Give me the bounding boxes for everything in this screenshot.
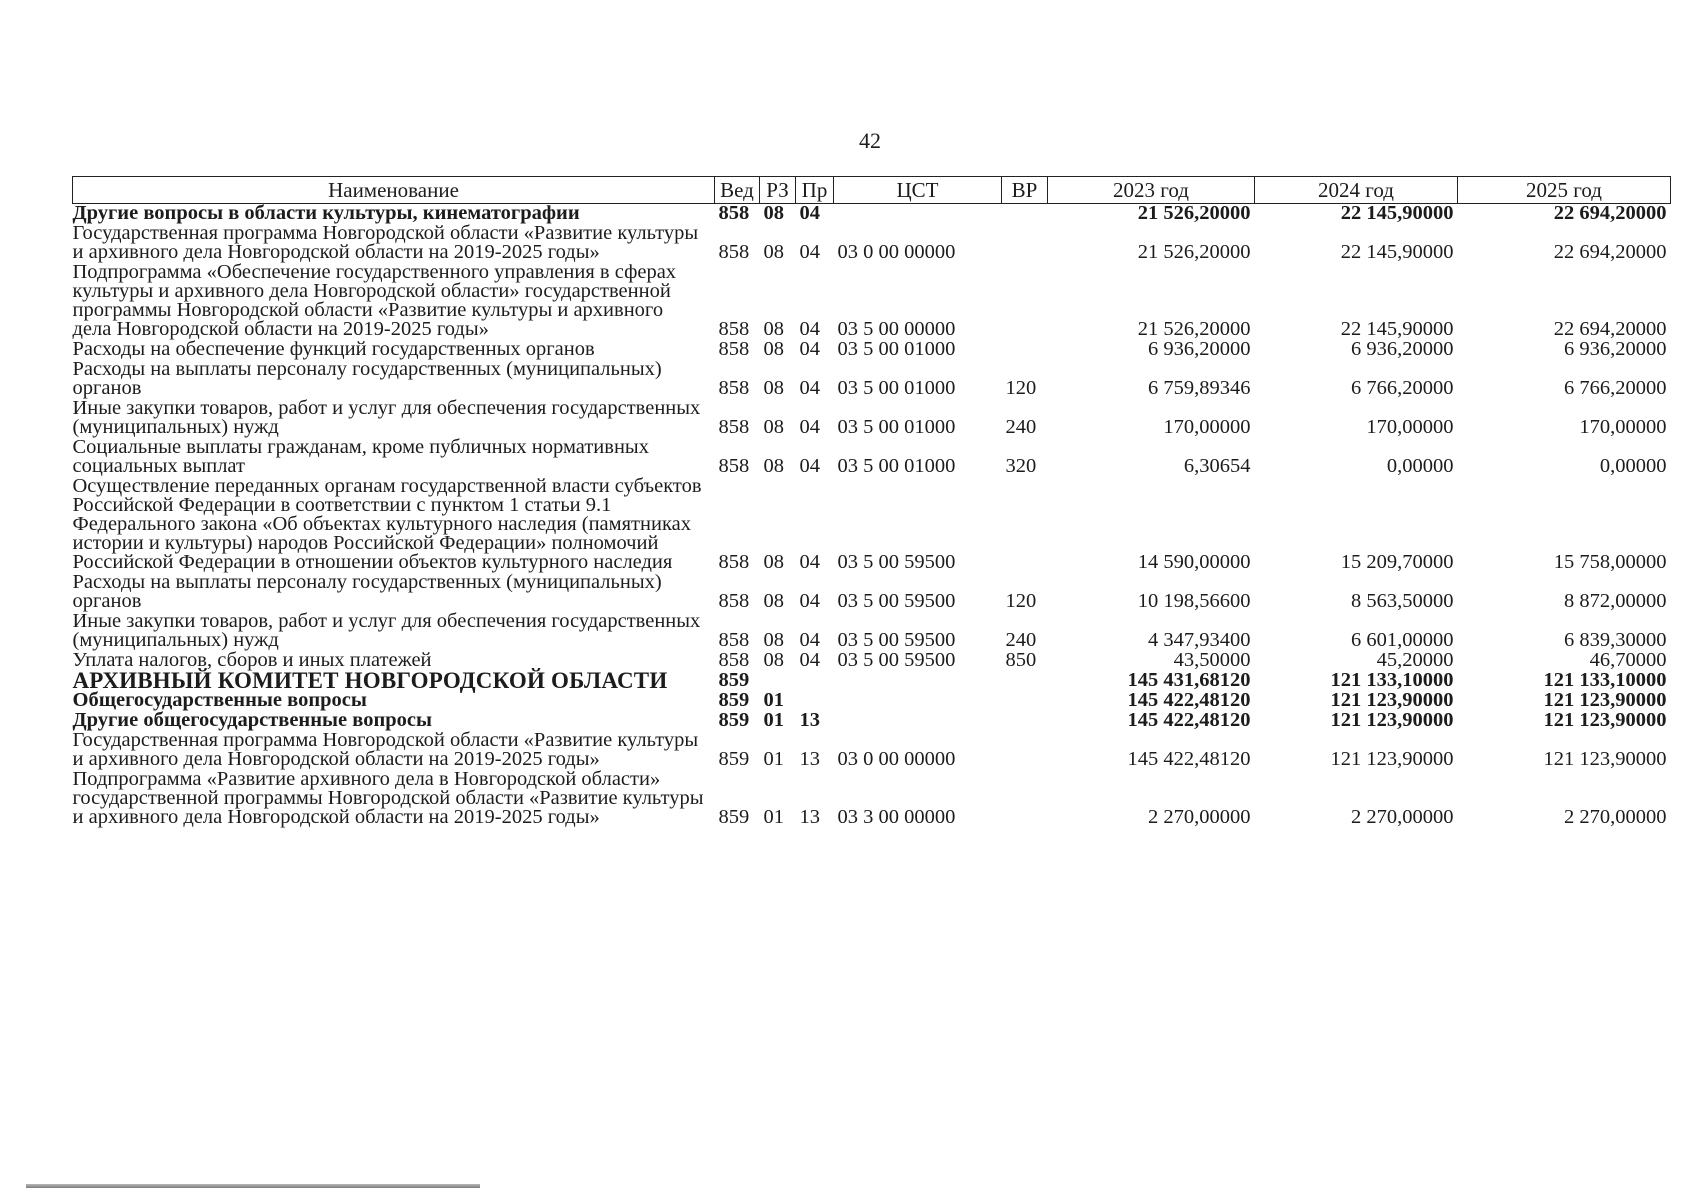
cell-pr: 04 xyxy=(799,318,820,340)
table-row xyxy=(73,770,1671,828)
header-2025: 2025 год xyxy=(1458,177,1671,204)
cell-y2024: 22 145,90000 xyxy=(1340,318,1454,340)
cell-vr xyxy=(1002,204,1048,225)
cell-y2025: 121 133,10000 xyxy=(1543,669,1667,691)
cell-ved: 859 xyxy=(718,669,750,691)
cell-ved: 859 xyxy=(718,806,750,828)
cell-y2023: 145 422,48120 xyxy=(1127,748,1251,770)
cell-y2024: 121 123,90000 xyxy=(1330,689,1454,711)
cell-name: Уплата налогов, сборов и иных платежей xyxy=(72,649,432,671)
cell-y2023: 2 270,00000 xyxy=(1148,806,1251,828)
cell-y2023: 6 759,89346 xyxy=(1148,377,1251,399)
cell-pr xyxy=(796,691,834,711)
cell-rz: 01 xyxy=(763,709,784,731)
cell-ved: 858 xyxy=(718,649,750,671)
cell-cst: 03 5 00 59500 xyxy=(837,649,956,671)
cell-ved: 858 xyxy=(718,551,750,573)
cell-y2023: 21 526,20000 xyxy=(1137,202,1251,224)
cell-y2024: 15 209,70000 xyxy=(1340,551,1454,573)
scan-edge-mark xyxy=(26,1184,480,1188)
cell-rz: 01 xyxy=(763,806,784,828)
header-2023: 2023 год xyxy=(1048,177,1255,204)
cell-y2025: 46,70000 xyxy=(1589,649,1667,671)
cell-rz: 01 xyxy=(763,689,784,711)
cell-pr: 04 xyxy=(799,241,820,263)
cell-y2024: 8 563,50000 xyxy=(1351,590,1454,612)
cell-cst: 03 3 00 00000 xyxy=(837,806,956,828)
cell-rz: 08 xyxy=(763,241,784,263)
cell-ved: 859 xyxy=(718,709,750,731)
cell-y2025: 22 694,20000 xyxy=(1553,202,1667,224)
cell-vr: 120 xyxy=(1005,377,1037,399)
cell-y2025: 6 936,20000 xyxy=(1564,338,1667,360)
cell-vr: 240 xyxy=(1005,629,1037,651)
cell-rz: 08 xyxy=(763,338,784,360)
cell-vr xyxy=(1002,671,1048,691)
cell-y2023: 6,30654 xyxy=(1183,455,1251,477)
cell-vr: 850 xyxy=(1005,649,1037,671)
cell-cst xyxy=(834,204,1002,225)
cell-y2025: 121 123,90000 xyxy=(1543,709,1667,731)
cell-name: Расходы на обеспечение функций государственных органов xyxy=(72,338,595,360)
cell-cst: 03 5 00 59500 xyxy=(837,590,956,612)
cell-y2024: 6 766,20000 xyxy=(1351,377,1454,399)
cell-y2025: 6 766,20000 xyxy=(1564,377,1667,399)
cell-cst xyxy=(834,671,1002,691)
cell-name: Общегосударственные вопросы xyxy=(72,689,367,711)
table-row xyxy=(73,204,1671,225)
cell-y2024: 2 270,00000 xyxy=(1351,806,1454,828)
cell-y2024: 6 936,20000 xyxy=(1351,338,1454,360)
cell-rz xyxy=(760,671,796,691)
cell-name: Государственная программа Новгородской области «Развитие культуры и архивного дела Новгородской области на 2019-2025 годы» xyxy=(72,729,699,770)
cell-pr: 04 xyxy=(799,649,820,671)
cell-name: АРХИВНЫЙ КОМИТЕТ НОВГОРОДСКОЙ ОБЛАСТИ xyxy=(72,668,668,693)
header-vr: ВР xyxy=(1002,177,1048,204)
cell-ved: 858 xyxy=(718,590,750,612)
cell-rz: 08 xyxy=(763,455,784,477)
cell-vr xyxy=(1002,770,1048,828)
header-ved: Вед xyxy=(715,177,760,204)
cell-ved: 859 xyxy=(718,748,750,770)
cell-y2025: 0,00000 xyxy=(1599,455,1667,477)
cell-name: Иные закупки товаров, работ и услуг для обеспечения государственных (муниципальных) нужд xyxy=(72,397,701,438)
table-row xyxy=(73,477,1671,573)
cell-cst: 03 5 00 01000 xyxy=(837,455,956,477)
cell-cst: 03 0 00 00000 xyxy=(837,748,956,770)
cell-pr: 04 xyxy=(799,338,820,360)
cell-y2023: 6 936,20000 xyxy=(1148,338,1251,360)
cell-pr: 04 xyxy=(799,590,820,612)
cell-y2024: 45,20000 xyxy=(1376,649,1454,671)
cell-pr: 13 xyxy=(799,709,820,731)
cell-name: Социальные выплаты гражданам, кроме публичных нормативных социальных выплат xyxy=(72,436,649,477)
table-row xyxy=(73,340,1671,360)
cell-ved: 858 xyxy=(718,318,750,340)
cell-rz: 08 xyxy=(763,649,784,671)
cell-name: Подпрограмма «Обеспечение государственного управления в сферах культуры и архивного дела Новгородской области» государственной программы Новгородской области «Развитие культуры и архивного дела Новгородской области на 2019-2025 годы» xyxy=(72,261,677,340)
table-row xyxy=(73,438,1671,477)
cell-y2024: 22 145,90000 xyxy=(1340,241,1454,263)
cell-y2023: 14 590,00000 xyxy=(1137,551,1251,573)
cell-name: Расходы на выплаты персоналу государственных (муниципальных) органов xyxy=(72,358,662,399)
cell-y2025: 22 694,20000 xyxy=(1553,318,1667,340)
cell-pr: 04 xyxy=(799,551,820,573)
cell-y2025: 121 123,90000 xyxy=(1543,689,1667,711)
cell-pr: 04 xyxy=(799,202,820,224)
cell-y2023: 21 526,20000 xyxy=(1137,241,1251,263)
cell-ved: 858 xyxy=(718,202,750,224)
cell-rz: 08 xyxy=(763,590,784,612)
table-row xyxy=(73,671,1671,691)
cell-pr: 13 xyxy=(799,748,820,770)
cell-y2023: 43,50000 xyxy=(1173,649,1251,671)
cell-name: Другие вопросы в области культуры, кинематографии xyxy=(72,202,580,224)
cell-ved: 859 xyxy=(718,689,750,711)
budget-table xyxy=(72,176,1671,828)
cell-name: Государственная программа Новгородской области «Развитие культуры и архивного дела Новгородской области на 2019-2025 годы» xyxy=(72,222,699,263)
cell-rz: 08 xyxy=(763,629,784,651)
cell-vr: 320 xyxy=(1005,455,1037,477)
cell-name: Расходы на выплаты персоналу государственных (муниципальных) органов xyxy=(72,571,662,612)
cell-vr xyxy=(1002,691,1048,711)
cell-ved: 858 xyxy=(718,455,750,477)
header-pr: Пр xyxy=(796,177,834,204)
cell-pr: 13 xyxy=(799,806,820,828)
table-row xyxy=(73,399,1671,438)
cell-cst: 03 5 00 59500 xyxy=(837,551,956,573)
cell-y2025: 22 694,20000 xyxy=(1553,241,1667,263)
cell-pr: 04 xyxy=(799,455,820,477)
cell-y2024: 170,00000 xyxy=(1366,416,1454,438)
cell-y2024: 0,00000 xyxy=(1386,455,1454,477)
cell-rz: 08 xyxy=(763,377,784,399)
cell-rz: 01 xyxy=(763,748,784,770)
cell-y2023: 145 431,68120 xyxy=(1127,669,1251,691)
cell-vr: 240 xyxy=(1005,416,1037,438)
cell-y2025: 15 758,00000 xyxy=(1553,551,1667,573)
table-row xyxy=(73,263,1671,340)
cell-vr xyxy=(1002,263,1048,340)
cell-cst xyxy=(834,691,1002,711)
cell-y2024: 121 123,90000 xyxy=(1330,709,1454,731)
cell-pr: 04 xyxy=(799,629,820,651)
cell-vr xyxy=(1002,731,1048,770)
cell-name: Осуществление переданных органам государственной власти субъектов Российской Федерации в соответствии с пунктом 1 статьи 9.1 Федерального закона «Об объектах культурного наследия (памятниках истории и культуры) народов Российской Федерации» полномочий Российской Федерации в отношении объектов культурного наследия xyxy=(72,475,702,573)
cell-y2024: 121 123,90000 xyxy=(1330,748,1454,770)
cell-y2024: 22 145,90000 xyxy=(1340,202,1454,224)
cell-cst: 03 5 00 01000 xyxy=(837,338,956,360)
cell-rz: 08 xyxy=(763,551,784,573)
cell-name: Подпрограмма «Развитие архивного дела в Новгородской области» государственной программы Новгородской области «Развитие культуры и архивного дела Новгородской области на 2019-2025 годы» xyxy=(72,768,704,828)
page-number: 42 xyxy=(859,128,881,153)
cell-vr xyxy=(1002,340,1048,360)
table-row xyxy=(73,573,1671,612)
cell-cst: 03 5 00 01000 xyxy=(837,416,956,438)
cell-cst: 03 5 00 59500 xyxy=(837,629,956,651)
cell-y2025: 6 839,30000 xyxy=(1564,629,1667,651)
cell-y2023: 170,00000 xyxy=(1163,416,1251,438)
cell-y2023: 145 422,48120 xyxy=(1127,689,1251,711)
cell-rz: 08 xyxy=(763,416,784,438)
table-body xyxy=(73,204,1671,829)
cell-cst: 03 5 00 01000 xyxy=(837,377,956,399)
cell-ved: 858 xyxy=(718,629,750,651)
cell-ved: 858 xyxy=(718,416,750,438)
header-name: Наименование xyxy=(73,177,715,204)
cell-cst xyxy=(834,711,1002,731)
cell-y2025: 2 270,00000 xyxy=(1564,806,1667,828)
header-cst: ЦСТ xyxy=(834,177,1002,204)
cell-y2025: 170,00000 xyxy=(1579,416,1667,438)
cell-y2023: 10 198,56600 xyxy=(1137,590,1251,612)
cell-y2024: 6 601,00000 xyxy=(1351,629,1454,651)
cell-ved: 858 xyxy=(718,377,750,399)
table-row xyxy=(73,731,1671,770)
cell-cst: 03 5 00 00000 xyxy=(837,318,956,340)
cell-vr xyxy=(1002,224,1048,263)
table-row xyxy=(73,612,1671,651)
table-row xyxy=(73,711,1671,731)
cell-ved: 858 xyxy=(718,338,750,360)
cell-vr: 120 xyxy=(1005,590,1037,612)
cell-pr: 04 xyxy=(799,377,820,399)
cell-name: Иные закупки товаров, работ и услуг для обеспечения государственных (муниципальных) нужд xyxy=(72,610,701,651)
header-rz: РЗ xyxy=(760,177,796,204)
cell-pr: 04 xyxy=(799,416,820,438)
table-row xyxy=(73,224,1671,263)
cell-rz: 08 xyxy=(763,318,784,340)
cell-pr xyxy=(796,671,834,691)
cell-y2024: 121 133,10000 xyxy=(1330,669,1454,691)
cell-rz: 08 xyxy=(763,202,784,224)
cell-y2025: 8 872,00000 xyxy=(1564,590,1667,612)
cell-y2023: 21 526,20000 xyxy=(1137,318,1251,340)
cell-name: Другие общегосударственные вопросы xyxy=(72,709,433,731)
header-2024: 2024 год xyxy=(1255,177,1458,204)
cell-y2025: 121 123,90000 xyxy=(1543,748,1667,770)
cell-y2023: 4 347,93400 xyxy=(1148,629,1251,651)
table-header-row xyxy=(73,177,1671,204)
cell-ved: 858 xyxy=(718,241,750,263)
cell-y2023: 145 422,48120 xyxy=(1127,709,1251,731)
cell-vr xyxy=(1002,711,1048,731)
cell-vr xyxy=(1002,477,1048,573)
table-row xyxy=(73,691,1671,711)
cell-cst: 03 0 00 00000 xyxy=(837,241,956,263)
table-row xyxy=(73,360,1671,399)
